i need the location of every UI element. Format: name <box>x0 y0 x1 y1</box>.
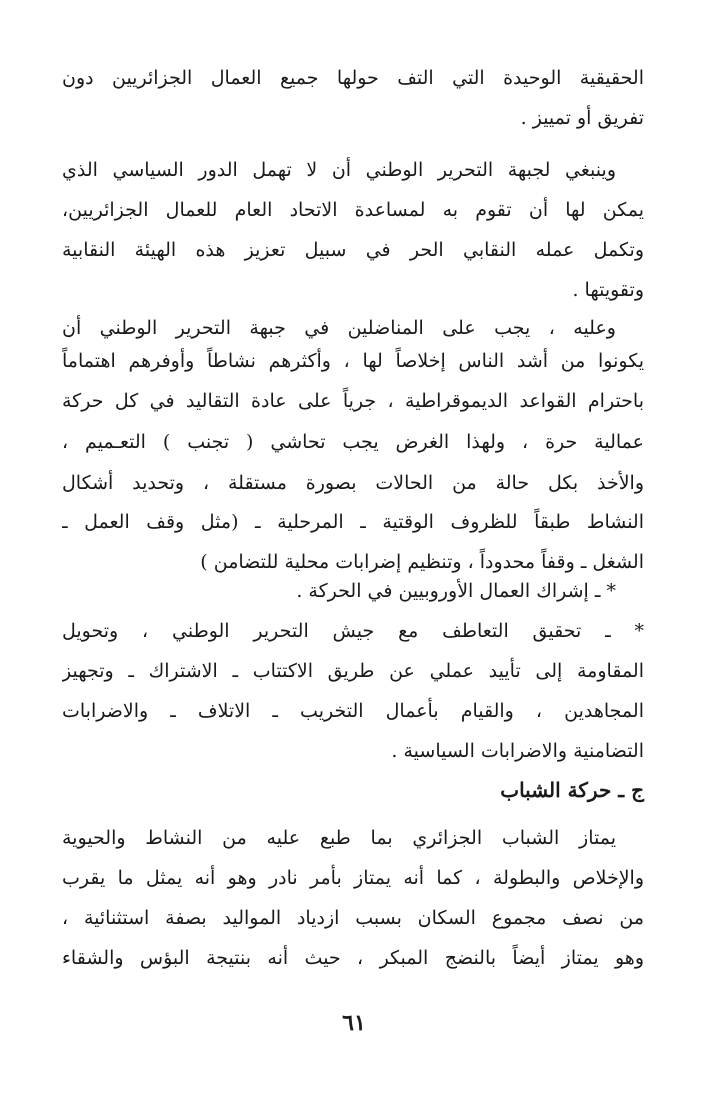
text-line: الحقيقية الوحيدة التي التف حولها جميع العمال الجزائريين دون <box>62 67 644 89</box>
text-line: والإخلاص والبطولة ، كما أنه يمتاز بأمر نادر وهو أنه يمثل ما يقرب <box>62 867 644 889</box>
text-line: المجاهدين ، والقيام بأعمال التخريب ـ الاتلاف ـ والاضرابات <box>62 700 644 722</box>
text-line: التضامنية والاضرابات السياسية . <box>391 740 644 762</box>
text-line: الشغل ـ وقفاً محدوداً ، وتنظيم إضرابات محلية للتضامن ) <box>200 551 644 573</box>
paragraph-3 <box>62 308 644 588</box>
text-line: يمكن لها أن تقوم به لمساعدة الاتحاد العام للعمال الجزائريين، <box>62 199 644 221</box>
text-line: * ـ إشراك العمال الأوروبيين في الحركة . <box>296 580 616 602</box>
bullet-item <box>62 571 644 611</box>
text-line: وتقويتها . <box>572 279 644 301</box>
paragraph-2 <box>62 150 644 310</box>
paragraph-closing <box>62 818 644 978</box>
section-heading: ج ـ حركة الشباب <box>500 778 644 802</box>
text-line: وتكمل عمله النقابي الحر في سبيل تعزيز هذه الهيئة النقابية <box>62 239 644 261</box>
bullet-item <box>62 611 644 771</box>
text-line: يكونوا من أشد الناس إخلاصاً لها ، وأكثرهم نشاطاً وأوفرهم اهتماماً <box>62 350 644 372</box>
text-line: تفريق أو تمييز . <box>520 107 644 129</box>
page-number: ٦١ <box>342 1010 366 1036</box>
paragraph-1 <box>62 58 644 138</box>
text-line: * ـ تحقيق التعاطف مع جيش التحرير الوطني ، وتحويل <box>62 620 644 642</box>
text-line: من نصف مجموع السكان بسبب ازدياد المواليد بصفة استثنائية ، <box>62 907 644 929</box>
text-line: وهو يمتاز أيضاً بالنضج المبكر ، حيث أنه بنتيجة البؤس والشقاء <box>62 947 644 969</box>
text-line: وعليه ، يجب على المناضلين في جبهة التحرير الوطني أن <box>62 317 616 339</box>
text-line: والأخذ بكل حالة من الحالات بصورة مستقلة ، وتحديد أشكال <box>62 472 644 494</box>
text-line: عمالية حرة ، ولهذا الغرض يجب تحاشي ( تجنب ) التعـميم ، <box>62 431 644 453</box>
text-line: وينبغي لجبهة التحرير الوطني أن لا تهمل الدور السياسي الذي <box>62 159 616 181</box>
text-line: المقاومة إلى تأييد عملي عن طريق الاكتتاب ـ الاشتراك ـ وتجهيز <box>62 660 644 682</box>
text-line: باحترام القواعد الديموقراطية ، جرياً على عادة التقاليد في كل حركة <box>62 390 644 412</box>
text-line: يمتاز الشباب الجزائري بما طبع عليه من النشاط والحيوية <box>62 827 616 849</box>
text-line: النشاط طبقاً للظروف الوقتية ـ المرحلية ـ (مثل وقف العمل ـ <box>62 511 644 533</box>
